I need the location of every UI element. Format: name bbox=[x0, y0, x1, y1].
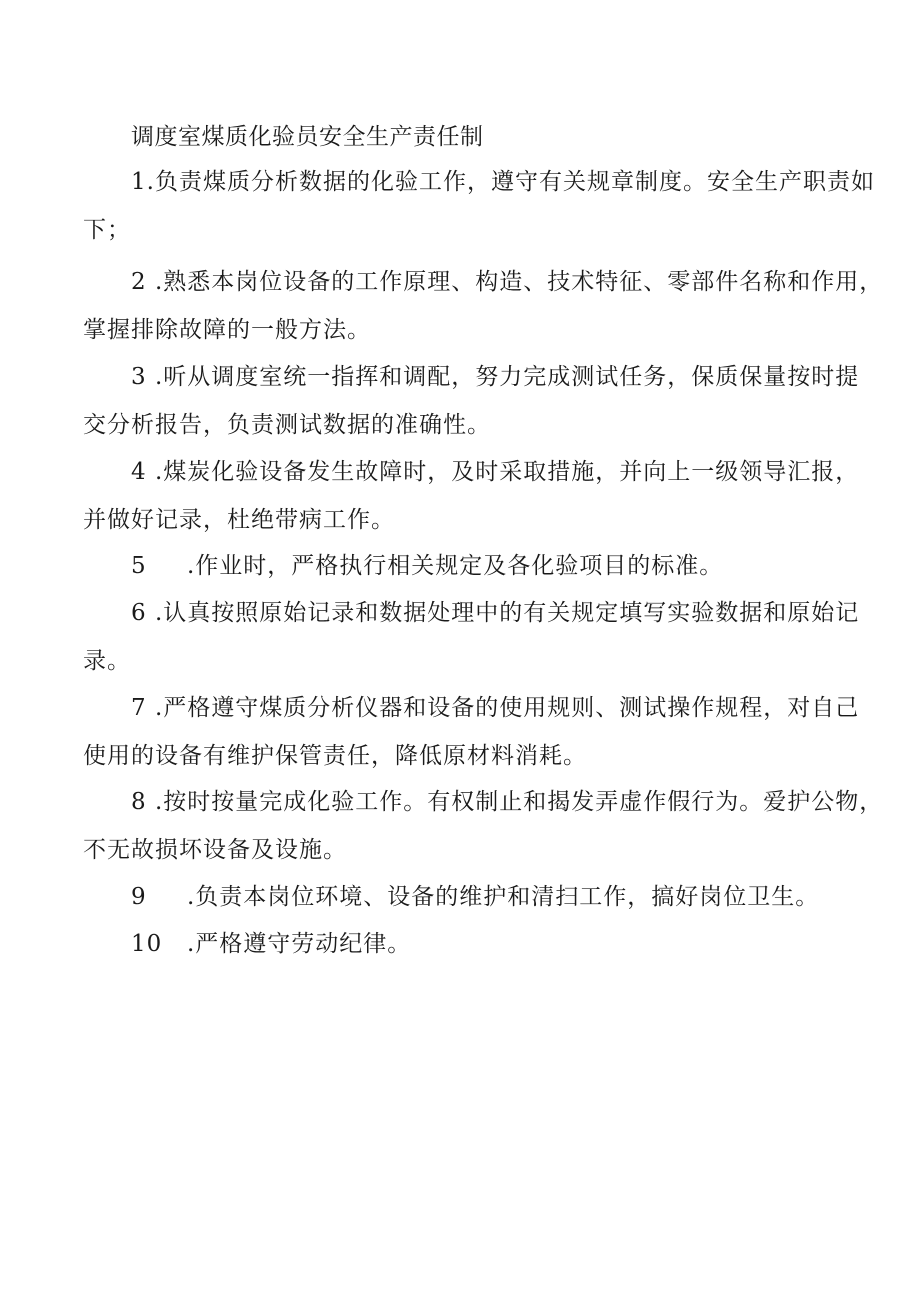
item-text: .认真按照原始记录和数据处理中的有关规定填写实验数据和原始记 bbox=[146, 600, 860, 626]
item-number: 1 bbox=[131, 169, 147, 195]
list-item-line bbox=[83, 873, 845, 921]
list-item-line: 掌握排除故障的一般方法。 bbox=[83, 317, 371, 343]
list-item bbox=[83, 684, 860, 780]
list-item-line bbox=[83, 448, 860, 496]
list-item bbox=[83, 589, 860, 685]
item-text: .严格遵守煤质分析仪器和设备的使用规则、测试操作规程，对自己 bbox=[146, 695, 860, 721]
item-number: 6 bbox=[131, 600, 147, 626]
item-text: .按时按量完成化验工作。有权制止和揭发弄虚作假行为。爱护公物， bbox=[146, 789, 884, 815]
item-text: .煤炭化验设备发生故障时，及时采取措施，并向上一级领导汇报， bbox=[146, 459, 860, 485]
list-item bbox=[83, 258, 884, 354]
list-item bbox=[83, 158, 875, 254]
list-item-line bbox=[83, 684, 860, 732]
item-number: 9 bbox=[131, 884, 147, 910]
list-item bbox=[83, 448, 860, 544]
list-item-line bbox=[83, 542, 845, 590]
item-text: .熟悉本岗位设备的工作原理、构造、技术特征、零部件名称和作用， bbox=[146, 269, 884, 295]
list-item-line: 不无故损坏设备及设施。 bbox=[83, 837, 347, 863]
list-item-line: 并做好记录，杜绝带病工作。 bbox=[83, 507, 395, 533]
item-number: 4 bbox=[131, 459, 147, 485]
item-text: .负责煤质分析数据的化验工作，遵守有关规章制度。安全生产职责如 bbox=[146, 169, 875, 195]
item-number: 10 bbox=[131, 931, 163, 957]
list-item bbox=[83, 778, 884, 874]
item-text: .作业时，严格执行相关规定及各化验项目的标准。 bbox=[187, 553, 724, 579]
item-text: .负责本岗位环境、设备的维护和清扫工作，搞好岗位卫生。 bbox=[187, 884, 820, 910]
item-number: 5 bbox=[131, 553, 147, 579]
list-item-line bbox=[83, 353, 860, 401]
list-item bbox=[83, 542, 845, 590]
item-text: .听从调度室统一指挥和调配，努力完成测试任务，保质保量按时提 bbox=[146, 364, 860, 390]
list-item-line bbox=[83, 589, 860, 637]
item-text: .严格遵守劳动纪律。 bbox=[187, 931, 412, 957]
list-item-line: 使用的设备有维护保管责任，降低原材料消耗。 bbox=[83, 743, 587, 769]
item-number: 3 bbox=[131, 364, 147, 390]
list-item-line: 下； bbox=[83, 217, 131, 243]
list-item-line: 录。 bbox=[83, 648, 131, 674]
list-item-line bbox=[83, 920, 845, 968]
list-item-line bbox=[83, 258, 884, 306]
list-item bbox=[83, 920, 845, 968]
list-item-line bbox=[83, 158, 875, 206]
document-title: 调度室煤质化验员安全生产责任制 bbox=[131, 124, 484, 150]
item-number: 8 bbox=[131, 789, 147, 815]
list-item bbox=[83, 873, 845, 921]
item-number: 2 bbox=[131, 269, 147, 295]
list-item-line: 交分析报告，负责测试数据的准确性。 bbox=[83, 412, 491, 438]
list-item bbox=[83, 353, 860, 449]
list-item-line bbox=[83, 778, 884, 826]
item-number: 7 bbox=[131, 695, 147, 721]
